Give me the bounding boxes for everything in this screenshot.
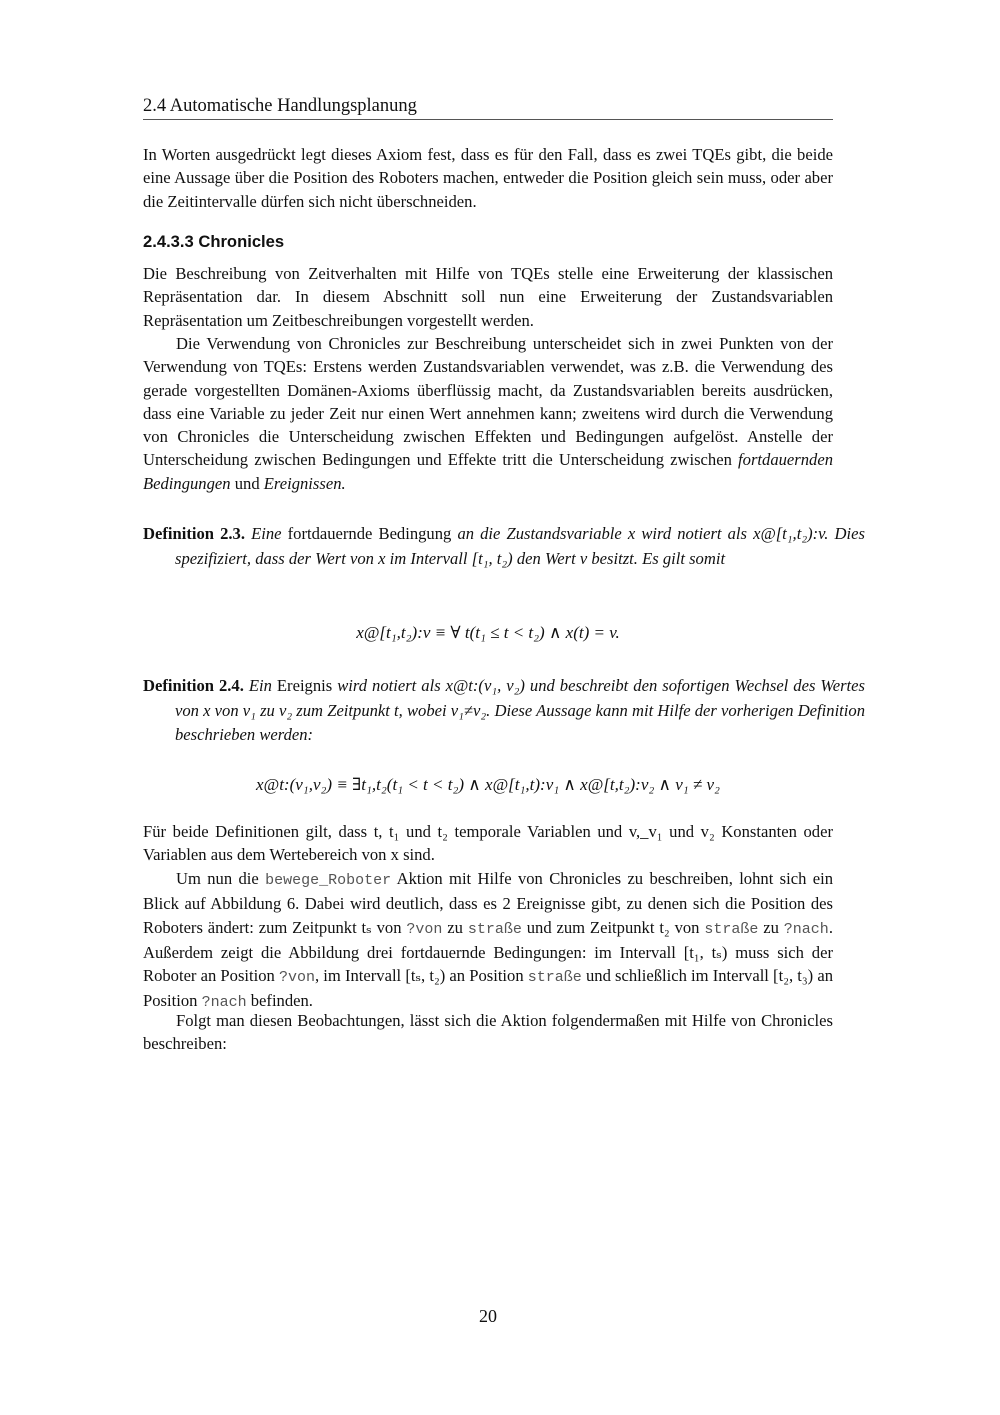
paragraph-2-em2: Ereignissen.: [263, 473, 346, 493]
paragraph-2: [143, 332, 833, 495]
definition-2-3-rest3: den Wert v besitzt. Es gilt somit: [516, 548, 726, 568]
paragraph-4-text-5: zu: [763, 917, 779, 937]
code-bewege-roboter: bewege_Roboter: [265, 872, 392, 889]
definition-2-3-rest: an die Zustandsvariable x wird notiert als: [457, 524, 747, 543]
definition-2-3-rest2: Dies spezifiziert, dass der Wert von x im Intervall: [175, 524, 865, 568]
code-nach-1: ?nach: [783, 920, 829, 938]
formula-definition-2-3: x@[t₁,t₂):v ≡ ∀ t(t₁ ≤ t < t₂) ∧ x(t) = v.: [356, 623, 620, 642]
code-strasse-1: straße: [467, 920, 522, 938]
paragraph-5: Folgt man diesen Beobachtungen, lässt sich die Aktion folgendermaßen mit Hilfe von Chronicles beschreiben:: [143, 1011, 833, 1054]
paragraph-4-text-3: zu: [447, 917, 463, 937]
definition-2-3-interval: [t₁, t₂): [471, 548, 513, 568]
definition-2-3-notation: x@[t₁,t₂):v.: [753, 524, 829, 543]
code-von-1: ?von: [406, 920, 443, 938]
paragraph-4-text-2: Aktion mit Hilfe von Chronicles zu beschreiben, lohnt sich ein Blick auf Abbildung 6. Dabei wird deutlich, dass es 2 Ereignisse gibt, zu denen sich die Position des Roboters ändert: zum Zeitpunkt tₛ von: [143, 869, 834, 937]
definition-2-4-term: Ereignis: [276, 676, 333, 695]
code-strasse-2: straße: [704, 920, 759, 938]
formula-definition-2-4: x@t:(v₁,v₂) ≡ ∃t₁,t₂(t₁ < t < t₂) ∧ x@[t₁,t):v₁ ∧ x@[t,t₂):v₂ ∧ v₁ ≠ v₂: [256, 775, 720, 794]
intro-paragraph: In Worten ausgedrückt legt dieses Axiom fest, dass es für den Fall, dass es zwei TQEs gibt, die beide eine Aussage über die Position des Roboters machen, entweder die Position gleich sein muss, oder aber die Zeitintervalle dürfen sich nicht überschneiden.: [143, 145, 833, 211]
paragraph-4-text-6: . Außerdem zeigt die Abbildung drei fortdauernde Bedingungen: im Intervall [t₁, tₛ) muss sich der Roboter an Position: [143, 917, 833, 986]
paragraph-4-text-1: Um nun die: [176, 869, 259, 888]
paragraph-2-em1: fortdauernden Bedingungen: [143, 450, 833, 493]
code-von-2: ?von: [278, 969, 315, 987]
definition-2-4-notation: x@t:(v₁, v₂): [445, 676, 525, 695]
code-nach-2: ?nach: [201, 994, 247, 1012]
running-header: 2.4 Automatische Handlungsplanung: [143, 95, 833, 120]
section-heading: 2.4.3.3 Chronicles: [143, 232, 285, 251]
definition-2-3-lead: Eine: [251, 524, 282, 543]
paragraph-4: [143, 867, 833, 1015]
definition-2-4-label: Definition 2.4.: [143, 676, 244, 695]
paragraph-3: Für beide Definitionen gilt, dass t, t₁ und t₂ temporale Variablen und v,_v₁ und v₂ Konstanten oder Variablen aus dem Wertebereich von x sind.: [143, 822, 833, 865]
paragraph-4-text-9: befinden.: [250, 991, 313, 1011]
paragraph-2-and: und: [234, 473, 260, 493]
definition-2-4-rest2: und beschreibt den sofortigen Wechsel des Wertes von x von v₁ zu v₂ zum Zeitpunkt t, wobei v₁≠v₂. Diese Aussage kann mit Hilfe der vorherigen Definition beschrieben werden:: [175, 676, 865, 744]
code-strasse-3: straße: [527, 969, 582, 987]
paragraph-2-text: Die Verwendung von Chronicles zur Beschreibung unterscheidet sich in zwei Punkten von der Verwendung von TQEs: Erstens werden Zustandsvariablen verwendet, was z.B. die Verwendung des gerade vorgestellten Domänen-Axioms überflüssig macht, da Zustandsvariablen bereits ausdrücken, dass eine Variable zu jeder Zeit nur einen Wert annehmen kann; zweitens wird durch die Verwendung von Chronicles die Unterscheidung zwischen Effekten und Bedingungen aufgelöst. Anstelle der Unterscheidung zwischen Bedingungen und Effekte tritt die Unterscheidung zwischen: [143, 334, 833, 470]
paragraph-1: Die Beschreibung von Zeitverhalten mit Hilfe von TQEs stelle eine Erweiterung der klassischen Repräsentation dar. In diesem Abschnitt soll nun eine Erweiterung der Zustandsvariablen Repräsentation um Zeitbeschreibungen vorgestellt werden.: [143, 264, 833, 330]
definition-2-3: [143, 522, 865, 571]
definition-2-4-lead: Ein: [248, 676, 272, 695]
paragraph-4-text-4: und zum Zeitpunkt t₂ von: [526, 917, 700, 937]
definition-2-4-rest: wird notiert als: [337, 676, 441, 695]
definition-2-3-label: Definition 2.3.: [143, 524, 245, 543]
definition-2-4: [143, 674, 865, 748]
page-number: 20: [479, 1306, 497, 1326]
definition-2-3-term: fortdauernde Bedingung: [287, 524, 452, 543]
paragraph-4-text-8: und schließlich im Intervall [t₂, t₃) an Position: [143, 966, 834, 1011]
paragraph-4-text-7: , im Intervall [tₛ, t₂) an Position: [315, 966, 524, 986]
